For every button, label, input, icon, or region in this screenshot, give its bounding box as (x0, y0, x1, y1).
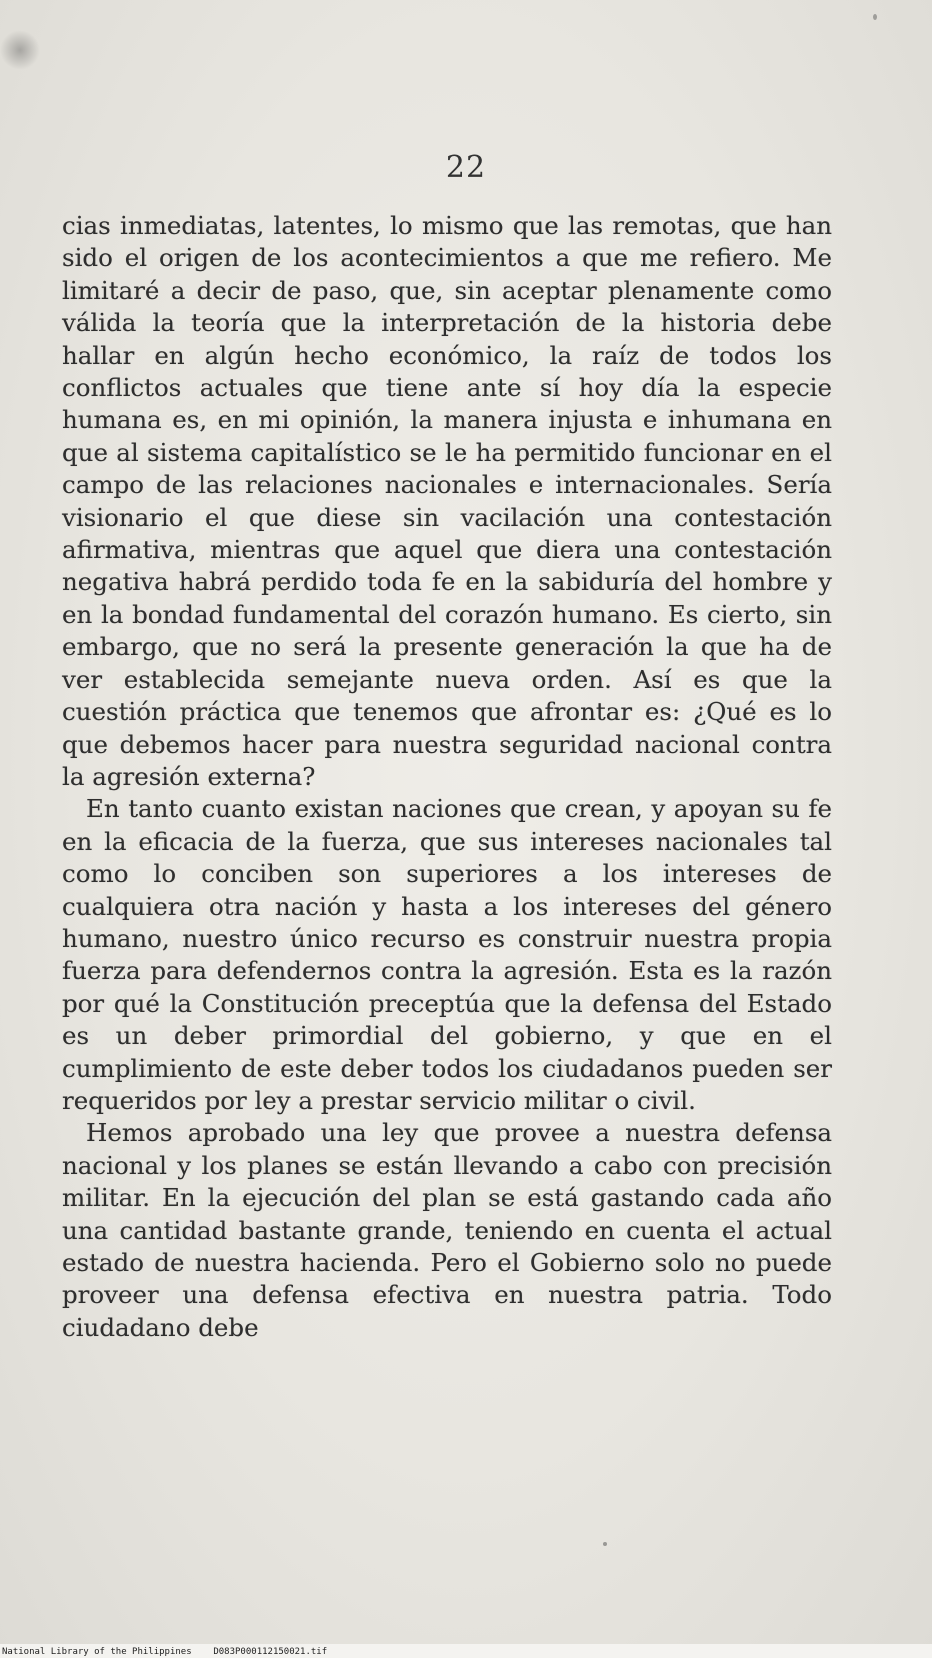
scan-speck (603, 1542, 607, 1546)
paragraph-2: En tanto cuanto existan naciones que crean, y apoyan su fe en la eficacia de la fuerza, que sus intereses nacionales tal como lo conciben son superiores a los intereses de cualquiera otra nación y hasta a los intereses del género humano, nuestro único recurso es construir nuestra propia fuerza para defendernos contra la agresión. Esta es la razón por qué la Constitución preceptúa que la defensa del Estado es un deber primordial del gobierno, y que en el cumplimiento de este deber todos los ciudadanos pueden ser requeridos por ley a prestar servicio militar o civil. (62, 794, 832, 1115)
paragraph-3: Hemos aprobado una ley que provee a nuestra defensa nacional y los planes se están llevando a cabo con precisión militar. En la ejecución del plan se está gastando cada año una cantidad bastante grande, teniendo en cuenta el actual estado de nuestra hacienda. Pero el Gobierno solo no puede proveer una defensa efectiva en nuestra patria. Todo ciudadano debe (62, 1118, 832, 1342)
page-number: 22 (445, 150, 487, 185)
paragraph-1: cias inmediatas, latentes, lo mismo que las remotas, que han sido el origen de los acontecimientos a que me refiero. Me limitaré a decir de paso, que, sin aceptar plenamente como válida la teoría que la interpretación de la historia debe hallar en algún hecho económico, la raíz de todos los conflictos actuales que tiene ante sí hoy día la especie humana es, en mi opinión, la manera injusta e inhumana en que al sistema capitalístico se le ha permitido funcionar en el campo de las relaciones nacionales e internacionales. Sería visionario el que diese sin vacilación una contestación afirmativa, mientras que aquel que diera una contestación negativa habrá perdido toda fe en la sabiduría del hombre y en la bondad fundamental del corazón humano. Es cierto, sin embargo, que no será la presente generación la que ha de ver establecida semejante nueva orden. Así es que la cuestión práctica que tenemos que afrontar es: ¿Qué es lo que debemos hacer para nuestra seguridad nacional contra la agresión externa? (62, 211, 832, 791)
scan-smudge (0, 30, 40, 70)
scan-footer (2, 1647, 327, 1657)
body-text (62, 210, 832, 1344)
scan-speck (873, 14, 877, 20)
footer-file: D083P000112150021.tif (213, 1647, 328, 1657)
footer-library: National Library of the Philippines (2, 1647, 192, 1657)
